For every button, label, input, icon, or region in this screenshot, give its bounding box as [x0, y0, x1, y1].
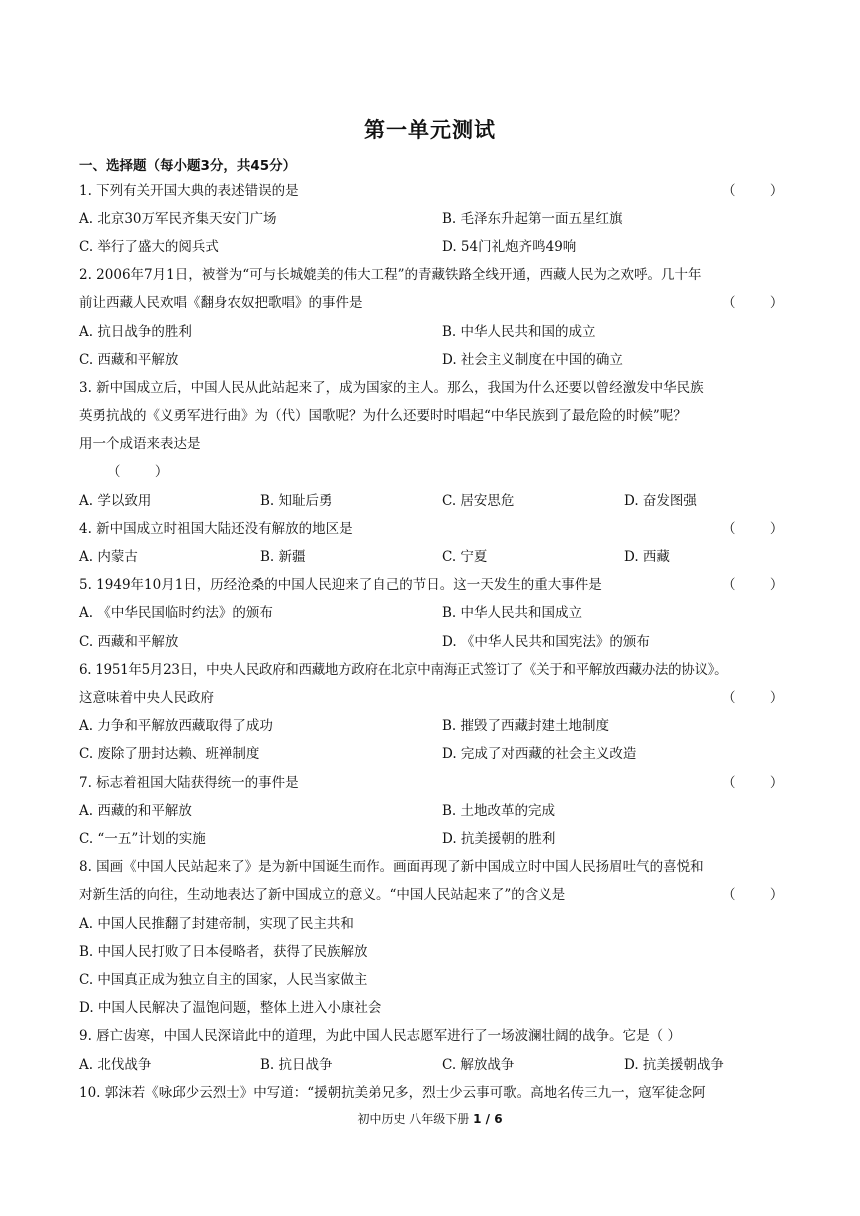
- question-6-stem-line2: 这意味着中央人民政府: [79, 690, 214, 706]
- question-3-stem-line3: 用一个成语来表达是: [79, 436, 201, 452]
- question-8-stem-line2: 对新生活的向往，生动地表达了新中国成立的意义。“中国人民站起来了”的含义是: [79, 887, 566, 903]
- q4-option-d: D. 西藏: [624, 549, 670, 565]
- answer-blank-4: （ ）: [722, 521, 784, 537]
- question-10-stem-line1: 10. 郭沫若《咏邱少云烈士》中写道：“援朝抗美弟兄多，烈士少云事可歌。高地名传三九一，寇军徒念阿: [79, 1085, 706, 1101]
- q2-option-a: A. 抗日战争的胜利: [79, 324, 192, 340]
- q3-option-d: D. 奋发图强: [624, 493, 697, 509]
- q6-option-d: D. 完成了对西藏的社会主义改造: [442, 746, 637, 762]
- q1-option-c: C. 举行了盛大的阅兵式: [79, 239, 219, 255]
- q4-option-a: A. 内蒙古: [79, 549, 138, 565]
- q5-option-b: B. 中华人民共和国成立: [442, 605, 583, 621]
- question-2-stem-line2: 前让西藏人民欢唱《翻身农奴把歌唱》的事件是: [79, 295, 363, 311]
- answer-blank-1: （ ）: [722, 183, 784, 199]
- question-6-stem-line1: 6. 1951年5月23日，中央人民政府和西藏地方政府在北京中南海正式签订了《关于和平解放西藏办法的协议》。: [79, 662, 728, 678]
- question-1-stem: 1. 下列有关开国大典的表述错误的是: [79, 183, 299, 199]
- q1-option-b: B. 毛泽东升起第一面五星红旗: [442, 211, 623, 227]
- page-number: 1 / 6: [473, 1112, 503, 1126]
- q9-option-d: D. 抗美援朝战争: [624, 1057, 724, 1073]
- question-4-stem: 4. 新中国成立时祖国大陆还没有解放的地区是: [79, 521, 353, 537]
- q1-option-a: A. 北京30万军民齐集天安门广场: [79, 211, 277, 227]
- q8-option-c: C. 中国真正成为独立自主的国家，人民当家做主: [79, 972, 368, 988]
- answer-blank-5: （ ）: [722, 577, 784, 593]
- question-9-stem: 9. 唇亡齿寒，中国人民深谙此中的道理，为此中国人民志愿军进行了一场波澜壮阔的战争。它是（ ）: [79, 1028, 681, 1044]
- question-7-stem: 7. 标志着祖国大陆获得统一的事件是: [79, 775, 299, 791]
- q4-option-b: B. 新疆: [260, 549, 306, 565]
- footer-subject: 初中历史 八年级下册: [357, 1112, 470, 1126]
- q9-option-c: C. 解放战争: [442, 1057, 515, 1073]
- q7-option-d: D. 抗美援朝的胜利: [442, 831, 556, 847]
- q1-option-d: D. 54门礼炮齐鸣49响: [442, 239, 577, 255]
- q4-option-c: C. 宁夏: [442, 549, 488, 565]
- q2-option-d: D. 社会主义制度在中国的确立: [442, 352, 623, 368]
- q6-option-c: C. 废除了册封达赖、班禅制度: [79, 746, 260, 762]
- page-title: 第一单元测试: [364, 118, 496, 142]
- answer-blank-8: （ ）: [722, 887, 784, 903]
- q5-option-d: D. 《中华人民共和国宪法》的颁布: [442, 634, 650, 650]
- answer-blank-6: （ ）: [722, 690, 784, 706]
- page-footer: [0, 1110, 860, 1127]
- q5-option-a: A. 《中华民国临时约法》的颁布: [79, 605, 273, 621]
- q2-option-c: C. 西藏和平解放: [79, 352, 179, 368]
- answer-blank-3: （ ）: [107, 464, 169, 480]
- question-8-stem-line1: 8. 国画《中国人民站起来了》是为新中国诞生而作。画面再现了新中国成立时中国人民扬眉吐气的喜悦和: [79, 859, 704, 875]
- q8-option-a: A. 中国人民推翻了封建帝制，实现了民主共和: [79, 916, 354, 932]
- q6-option-b: B. 摧毁了西藏封建土地制度: [442, 718, 610, 734]
- question-2-stem-line1: 2. 2006年7月1日，被誉为“可与长城媲美的伟大工程”的青藏铁路全线开通，西藏人民为之欢呼。几十年: [79, 267, 702, 283]
- question-3-stem-line1: 3. 新中国成立后，中国人民从此站起来了，成为国家的主人。那么，我国为什么还要以曾经激发中华民族: [79, 380, 704, 396]
- answer-blank-2: （ ）: [722, 295, 784, 311]
- q3-option-b: B. 知耻后勇: [260, 493, 333, 509]
- q9-option-b: B. 抗日战争: [260, 1057, 333, 1073]
- question-5-stem: 5. 1949年10月1日，历经沧桑的中国人民迎来了自己的节日。这一天发生的重大事件是: [79, 577, 602, 593]
- q6-option-a: A. 力争和平解放西藏取得了成功: [79, 718, 273, 734]
- q8-option-d: D. 中国人民解决了温饱问题，整体上进入小康社会: [79, 1000, 382, 1016]
- q3-option-c: C. 居安思危: [442, 493, 515, 509]
- question-3-stem-line2: 英勇抗战的《义勇军进行曲》为（代）国歌呢？为什么还要时时唱起“中华民族到了最危险的时候”呢？: [79, 408, 687, 424]
- q9-option-a: A. 北伐战争: [79, 1057, 152, 1073]
- q7-option-b: B. 土地改革的完成: [442, 803, 556, 819]
- section-heading: 一、选择题（每小题3分，共45分）: [79, 158, 297, 174]
- q8-option-b: B. 中国人民打败了日本侵略者，获得了民族解放: [79, 944, 368, 960]
- q5-option-c: C. 西藏和平解放: [79, 634, 179, 650]
- q2-option-b: B. 中华人民共和国的成立: [442, 324, 596, 340]
- q7-option-c: C. “一五”计划的实施: [79, 831, 206, 847]
- q7-option-a: A. 西藏的和平解放: [79, 803, 192, 819]
- q3-option-a: A. 学以致用: [79, 493, 152, 509]
- answer-blank-7: （ ）: [722, 775, 784, 791]
